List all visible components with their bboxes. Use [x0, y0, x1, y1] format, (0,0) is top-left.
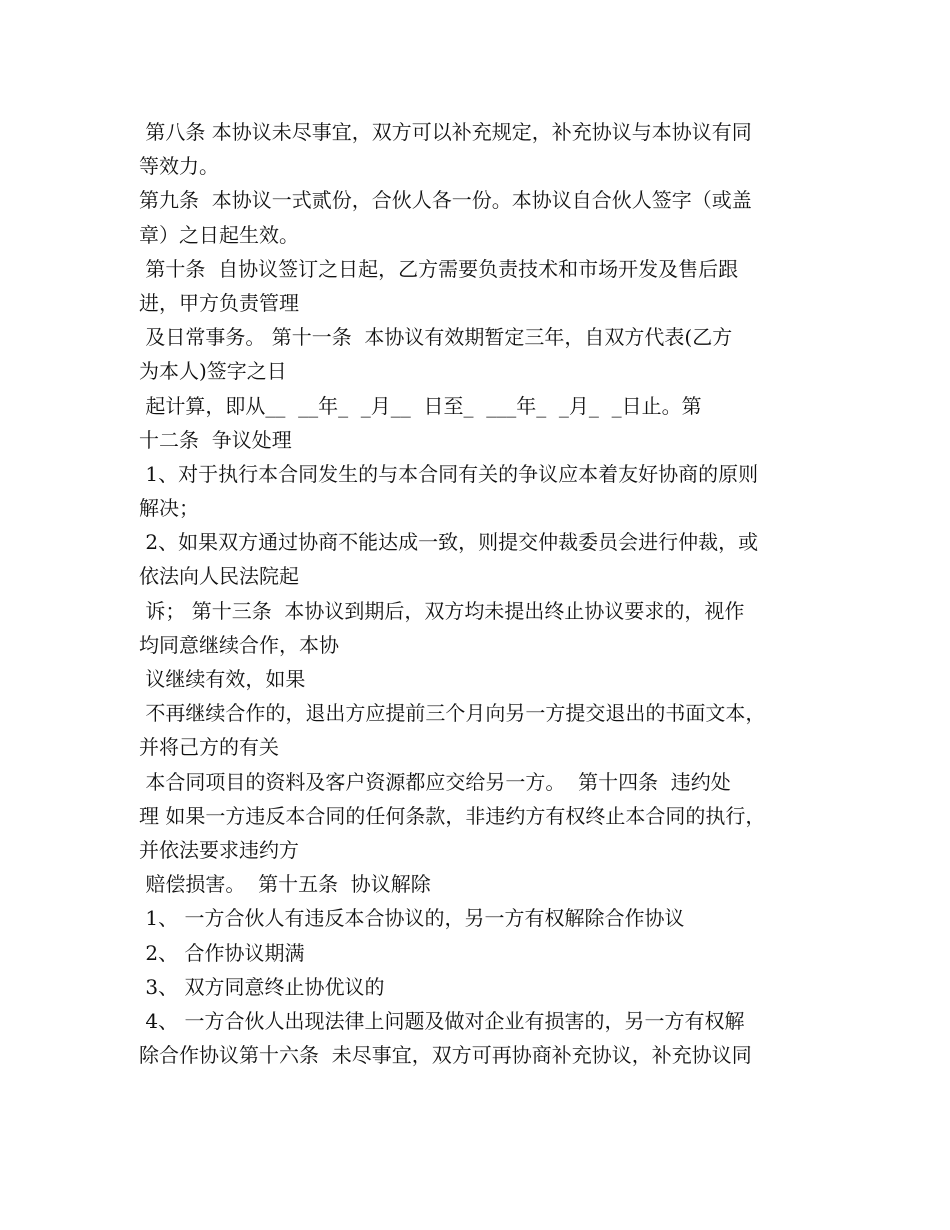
text-line: 4、 一方合伙人出现法律上问题及做对企业有损害的，另一方有权解 — [139, 1008, 745, 1033]
text-line: 十二条 争议处理 — [139, 427, 292, 452]
text-line: 等效力。 — [139, 154, 219, 179]
text-line: 为本人)签字之日 — [139, 359, 287, 384]
text-line: 第九条 本协议一式贰份，合伙人各一份。本协议自合伙人签字（或盖 — [139, 188, 752, 213]
text-line: 第八条 本协议未尽事宜，双方可以补充规定，补充协议与本协议有同 — [139, 120, 752, 144]
text-line: 不再继续合作的，退出方应提前三个月向另一方提交退出的书面文本， — [139, 701, 766, 726]
text-line: 均同意继续合作，本协 — [139, 632, 339, 657]
text-line: 并依法要求违约方 — [139, 837, 299, 862]
text-line: 1、 一方合伙人有违反本合协议的，另一方有权解除合作协议 — [139, 906, 685, 931]
text-line: 起计算，即从__ __年_ _月__ 日至_ ___年_ _月_ _日止。第 — [139, 393, 702, 418]
text-line: 章）之日起生效。 — [139, 222, 299, 247]
text-line: 赔偿损害。 第十五条 协议解除 — [139, 872, 431, 897]
text-line: 2、 合作协议期满 — [139, 940, 305, 965]
text-line: 第十条 自协议签订之日起，乙方需要负责技术和市场开发及售后跟 — [139, 256, 739, 281]
document-body — [139, 115, 829, 1072]
text-line: 1、对于执行本合同发生的与本合同有关的争议应本着友好协商的原则 — [139, 461, 759, 486]
text-line: 2、如果双方通过协商不能达成一致，则提交仲裁委员会进行仲裁，或 — [139, 530, 759, 555]
text-line: 依法向人民法院起 — [139, 564, 299, 589]
text-line: 及日常事务。 第十一条 本协议有效期暂定三年，自双方代表(乙方 — [139, 325, 733, 350]
text-line: 除合作协议第十六条 未尽事宜，双方可再协商补充协议，补充协议同 — [139, 1043, 752, 1068]
text-line: 解决； — [139, 496, 199, 521]
text-line: 3、 双方同意终止协优议的 — [139, 974, 385, 999]
text-line: 理 如果一方违反本合同的任何条款，非违约方有权终止本合同的执行， — [139, 803, 766, 828]
text-line: 本合同项目的资料及客户资源都应交给另一方。 第十四条 违约处 — [139, 769, 731, 794]
text-line: 诉； 第十三条 本协议到期后，双方均未提出终止协议要求的，视作 — [139, 598, 745, 623]
text-line: 并将己方的有关 — [139, 735, 279, 760]
text-line: 进，甲方负责管理 — [139, 290, 299, 315]
text-line: 议继续有效，如果 — [139, 667, 306, 691]
